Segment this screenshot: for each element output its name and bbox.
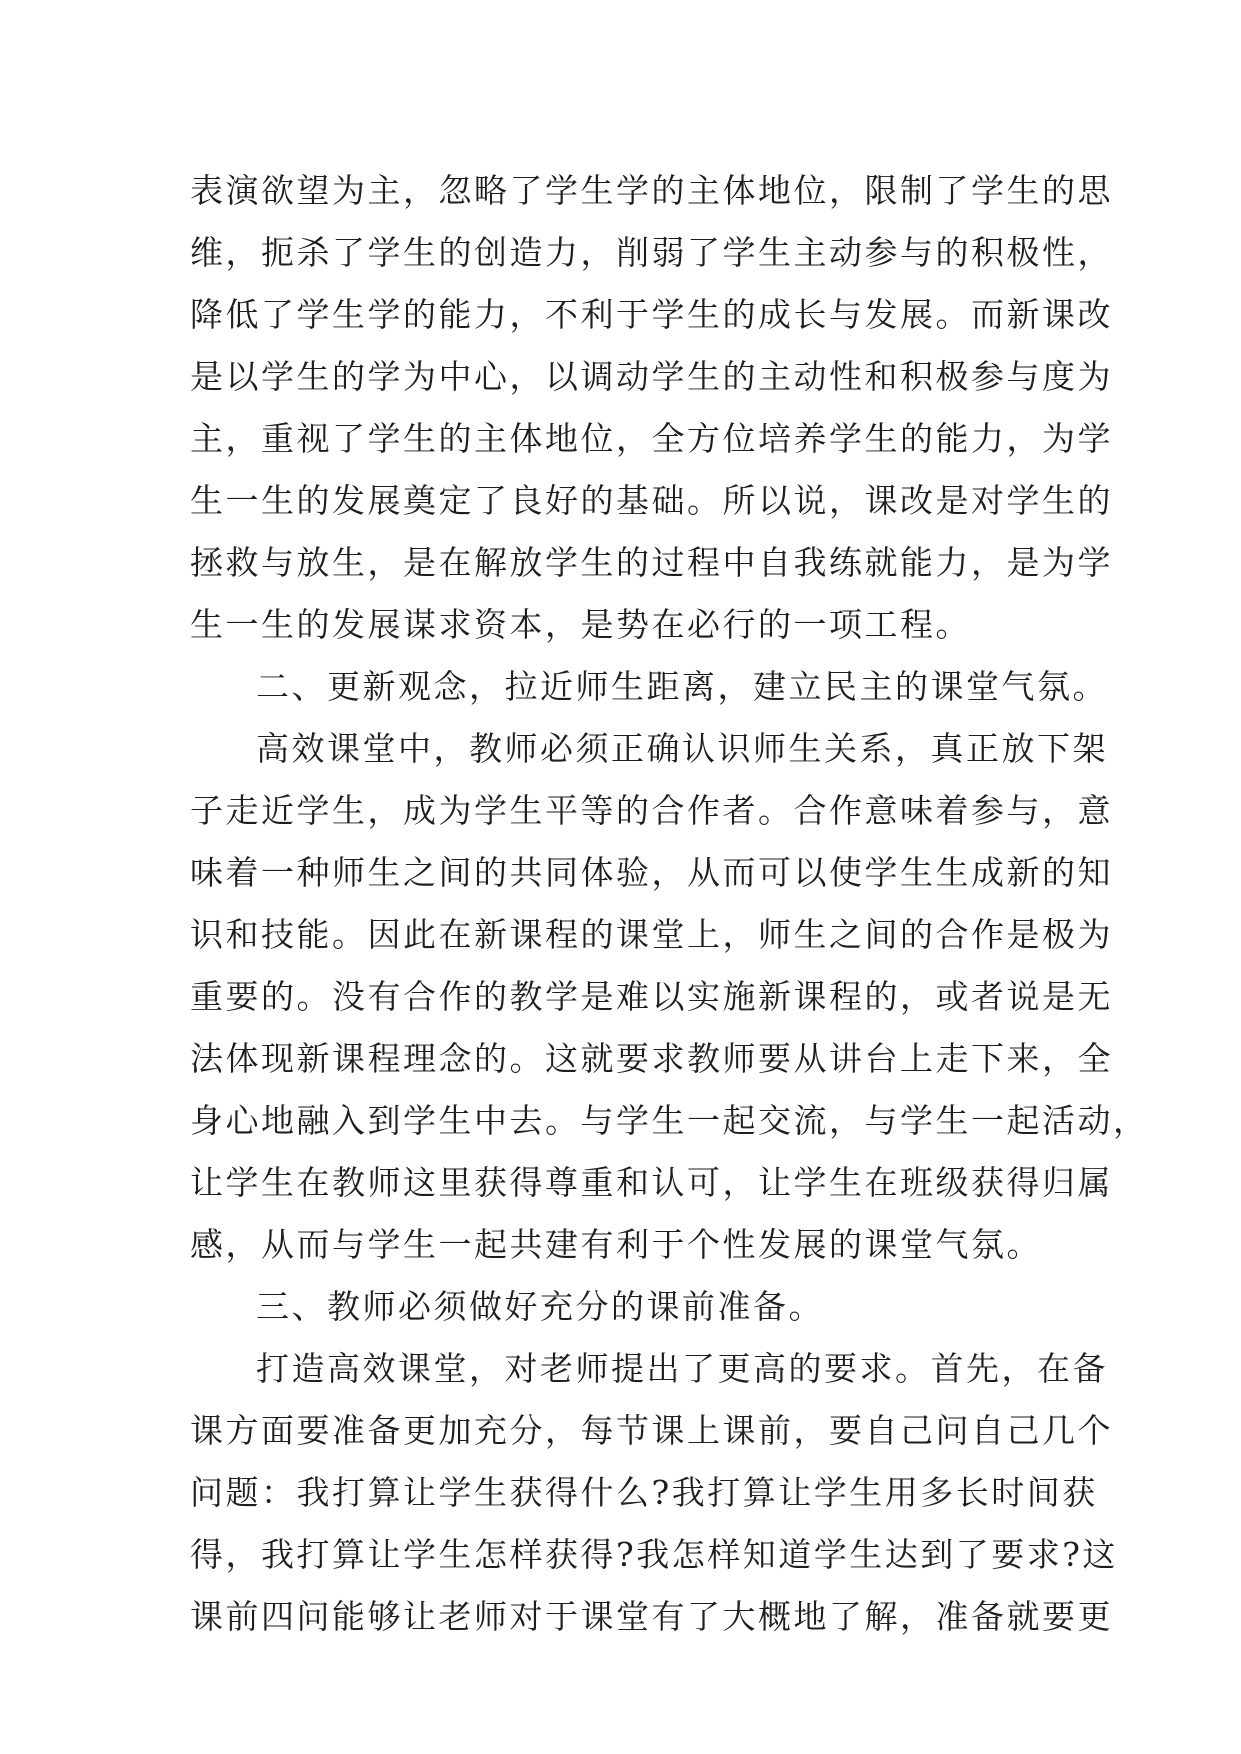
- text-line: 是以学生的学为中心，以调动学生的主动性和积极参与度为: [190, 357, 1113, 396]
- text-line: 维，扼杀了学生的创造力，削弱了学生主动参与的积极性，: [190, 233, 1113, 272]
- text-line: 拯救与放生，是在解放学生的过程中自我练就能力，是为学: [190, 543, 1113, 582]
- text-line: 感，从而与学生一起共建有利于个性发展的课堂气氛。: [190, 1225, 1042, 1264]
- paragraph-start: 打造高效课堂，对老师提出了更高的要求。首先，在备: [256, 1349, 1108, 1388]
- text-line: 降低了学生学的能力，不利于学生的成长与发展。而新课改: [190, 295, 1113, 334]
- text-line: 味着一种师生之间的共同体验，从而可以使学生生成新的知: [190, 853, 1113, 892]
- section-heading: 三、教师必须做好充分的课前准备。: [256, 1287, 824, 1326]
- paragraph-start: 高效课堂中，教师必须正确认识师生关系，真正放下架: [256, 729, 1108, 768]
- text-line: 表演欲望为主，忽略了学生学的主体地位，限制了学生的思: [190, 171, 1113, 210]
- text-line: 得，我打算让学生怎样获得?我怎样知道学生达到了要求?这: [190, 1535, 1118, 1574]
- text-line: 生一生的发展谋求资本，是势在必行的一项工程。: [190, 605, 971, 644]
- text-line: 主，重视了学生的主体地位，全方位培养学生的能力，为学: [190, 419, 1113, 458]
- text-line: 课前四问能够让老师对于课堂有了大概地了解，准备就要更: [190, 1597, 1113, 1636]
- body-text: [190, 160, 1149, 1648]
- text-line: 问题：我打算让学生获得什么?我打算让学生用多长时间获: [190, 1473, 1098, 1512]
- section-heading: 二、更新观念，拉近师生距离，建立民主的课堂气氛。: [256, 667, 1108, 706]
- text-line: 重要的。没有合作的教学是难以实施新课程的，或者说是无: [190, 977, 1113, 1016]
- text-line: 识和技能。因此在新课程的课堂上，师生之间的合作是极为: [190, 915, 1113, 954]
- text-line: 子走近学生，成为学生平等的合作者。合作意味着参与，意: [190, 791, 1113, 830]
- text-line: 法体现新课程理念的。这就要求教师要从讲台上走下来，全: [190, 1039, 1113, 1078]
- text-line: 让学生在教师这里获得尊重和认可，让学生在班级获得归属: [190, 1163, 1113, 1202]
- text-line: 生一生的发展奠定了良好的基础。所以说，课改是对学生的: [190, 481, 1113, 520]
- text-line: 课方面要准备更加充分，每节课上课前，要自己问自己几个: [190, 1411, 1113, 1450]
- text-line: 身心地融入到学生中去。与学生一起交流，与学生一起活动，: [190, 1101, 1149, 1140]
